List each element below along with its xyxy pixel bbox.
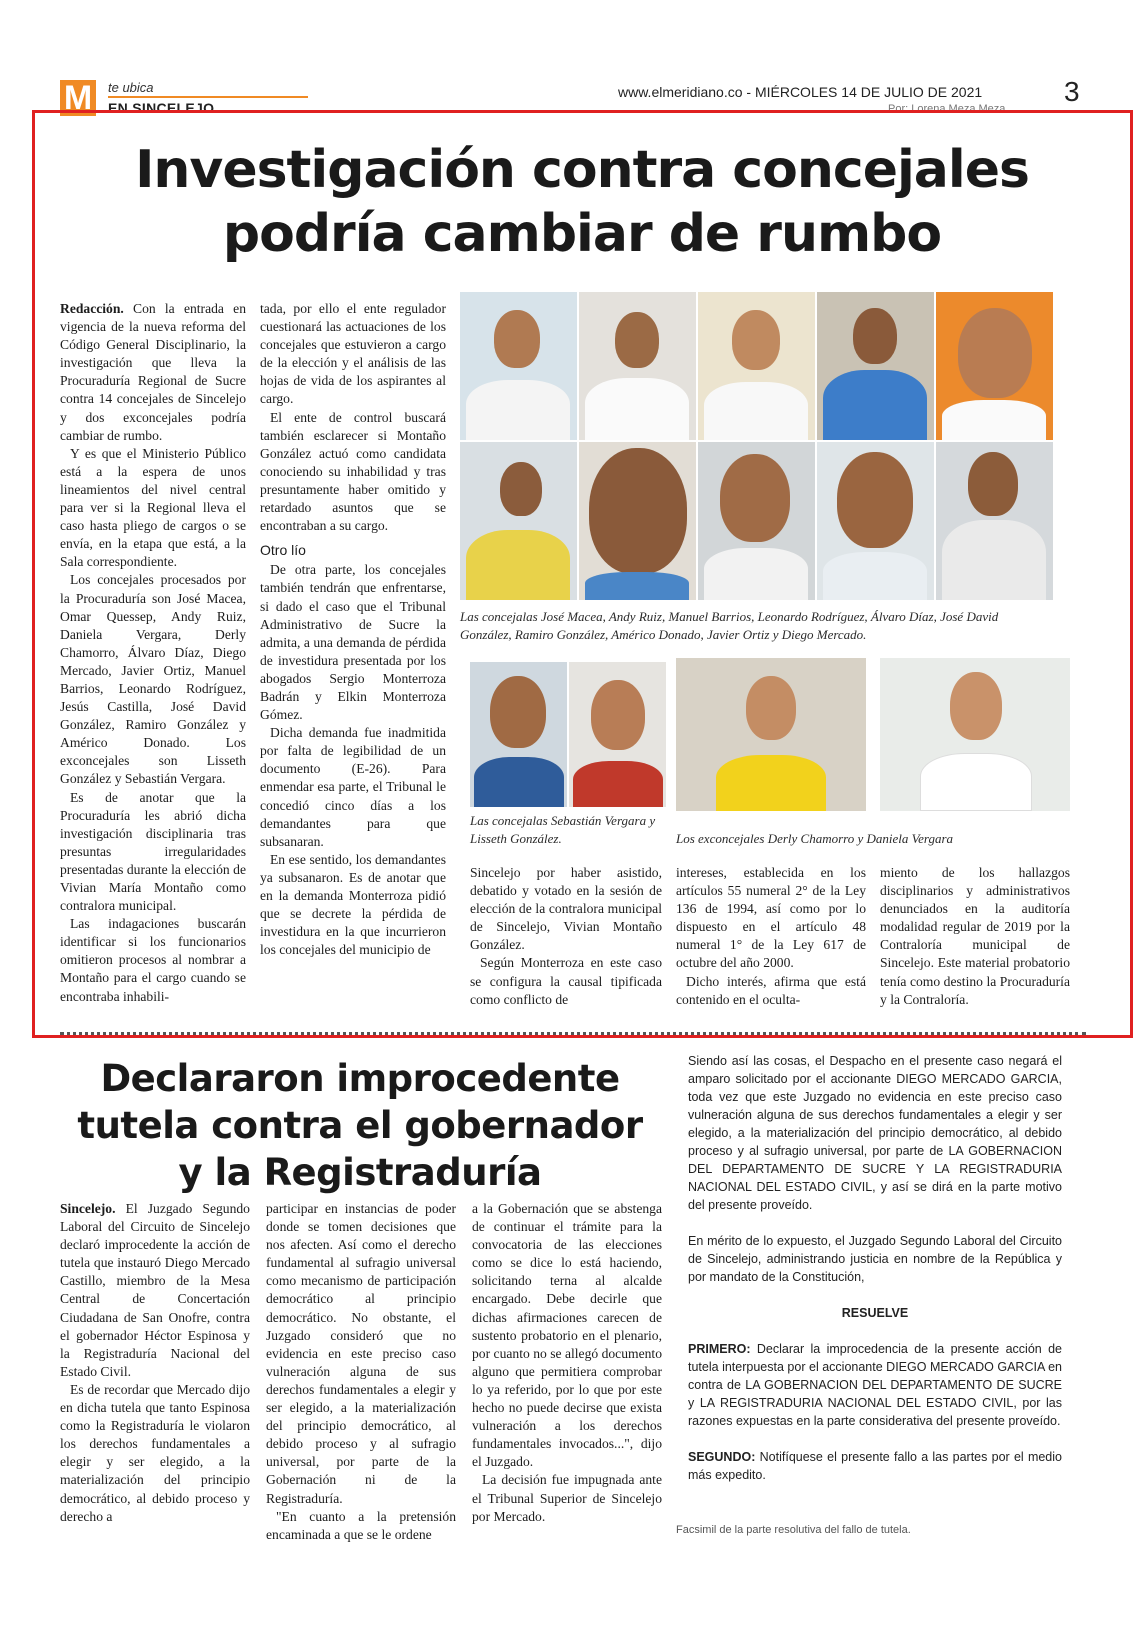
facsimile-label: SEGUNDO:	[688, 1450, 756, 1464]
section-name: EN SINCELEJO	[108, 100, 215, 116]
paragraph: En ese sentido, los demandantes ya subsanaron. Es de anotar que en la demanda Monterroza pidió que se decrete la pérdida de investidura en la que incurrieron los concejales del municipio de	[260, 851, 446, 958]
portrait-photo	[460, 442, 577, 600]
portrait-photo	[817, 442, 934, 600]
article1-column-5	[880, 864, 1070, 1009]
portrait-photo	[676, 658, 866, 811]
subheading: Otro lío	[260, 542, 306, 559]
page-number: 3	[1064, 76, 1080, 107]
photo-caption: Las concejalas Sebastián Vergara y Lisseth González.	[470, 813, 656, 846]
facsimile-label: PRIMERO:	[688, 1342, 751, 1356]
paragraph: Dicha demanda fue inadmitida por falta de legibilidad de un documento (E-26). Para enmendar esa parte, el Tribunal le concedió cinco días a los demandantes para que subsanaran.	[260, 725, 446, 849]
section-kicker: te ubica	[108, 80, 154, 95]
headline-line: podría cambiar de rumbo	[222, 204, 942, 264]
article2-headline	[60, 1055, 660, 1196]
newspaper-logo: M	[60, 80, 96, 116]
facsimile-paragraph: Declarar la improcedencia de la presente acción de tutela interpuesta por el accionante DIEGO MERCADO GARCIA en contra de LA GOBERNACION DEL DEPARTAMENTO DE SUCRE y LA REGISTRADURIA NACIONAL DEL ESTADO CIVIL, por las razones expuestas en la parte considerativa del presente proveído.	[688, 1342, 1062, 1428]
paragraph: Es de recordar que Mercado dijo en dicha tutela que tanto Espinosa como la Registraduría le violaron los derechos fundamentales a elegir y ser elegido, a la materialización del principio democrático, al debido proceso y derecho a	[60, 1381, 250, 1524]
facsimile-paragraph: Notifíquese el presente fallo a las partes por el medio más expedito.	[688, 1450, 1062, 1482]
paragraph: miento de los hallazgos disciplinarios y administrativos denunciados en la auditoría modalidad regular de 2019 por la Contraloría municipal de Sincelejo. Este material probatorio tenía como destino la Procuraduría y la Contraloría.	[880, 865, 1070, 1007]
paragraph: Es de anotar que la Procuraduría les abrió dicha investigación disciplinaria tras presuntas irregularidades presentadas durante la elección de Vivian María Montaño como contralora municipal.	[60, 789, 246, 914]
facsimile-paragraph: En mérito de lo expuesto, el Juzgado Segundo Laboral del Circuito de Sincelejo, administrando justicia en nombre de la República y por mandato de la Constitución,	[688, 1234, 1062, 1284]
article1-column-2	[260, 300, 446, 959]
paragraph: a la Gobernación que se abstenga de continuar el trámite para la convocatoria de las elecciones como se dice lo está haciendo, solicitando terna al alcalde encargado. Debe decirle que dichas afirmaciones carecen de sustento probatorio en el plenario, por cuanto no se allegó documento alguno que permitiera comprobar lo ya referido, por lo que por este hecho no puede decirse que exista vulneración a los derechos fundamentales invocados...", dijo el Juzgado.	[472, 1201, 662, 1470]
portrait-photo	[698, 292, 815, 440]
section-divider	[108, 96, 308, 98]
portrait-photo	[579, 292, 696, 440]
portrait-photo	[880, 658, 1070, 811]
article2-column-3	[472, 1200, 662, 1526]
paragraph: Según Monterroza en este caso se configura la causal tipificada como conflicto de	[470, 955, 662, 1007]
paragraph: participar en instancias de poder donde se tomen decisiones que nos afecten. Así como el derecho fundamental al sufragio universal como mecanismo de participación democrático al principio democrático. No obstante, el Juzgado consideró que no evidencia en este preciso caso vulneración alguna de sus derechos fundamentales a elegir y ser elegido, a la materialización del principio democrático, al debido proceso y al sufragio universal, por parte de la Gobernación ni de la Registraduría.	[266, 1201, 456, 1506]
paragraph: El ente de control buscará también esclarecer si Montaño González actuó como candidata conociendo su inhabilidad y tras presuntamente haber omitido y retardado asuntos que se encontraban a su cargo.	[260, 409, 446, 534]
article2-column-1	[60, 1200, 250, 1526]
paragraph: La decisión fue impugnada ante el Tribunal Superior de Sincelejo por Mercado.	[472, 1472, 662, 1524]
portrait-photo	[569, 662, 666, 807]
portrait-photo	[470, 662, 567, 807]
paragraph: tada, por ello el ente regulador cuestionará las actuaciones de los concejales que estuvieron a cargo de la elección y el análisis de las hojas de vida de los aspirantes al cargo.	[260, 301, 446, 407]
paragraph: Los concejales procesados por la Procuraduría son José Macea, Omar Quessep, Andy Ruiz, Daniela Vergara, Derly Chamorro, Álvaro Díaz, Diego Mercado, Javier Ortiz, Manuel Barrios, Leonardo Rodríguez, Jesús Castilla, José David González, Ramiro González y Américo Donado. Los exconcejales son Lisseth González y Sebastián Vergara.	[60, 572, 246, 787]
paragraph: Dicho interés, afirma que está contenido en el oculta-	[676, 973, 866, 1007]
paragraph: intereses, establecida en los artículos 55 numeral 2° de la Ley 136 de 1994, así como por lo dispuesto en el artículo 48 numeral 1° de la Ley 617 de octubre del año 2000.	[676, 865, 866, 971]
paragraph: "En cuanto a la pretensión encaminada a que se le ordene	[266, 1508, 456, 1542]
facsimile-caption: Facsimil de la parte resolutiva del fallo de tutela.	[676, 1524, 911, 1536]
paragraph: Y es que el Ministerio Público está a la espera de unos lineamientos del nivel central para ver si la Regional lleva el caso hasta pliego de cargos o se envía, en la etapa que está, a la Sala correspondiente.	[60, 445, 246, 570]
portrait-photo	[936, 442, 1053, 600]
paragraph: El Juzgado Segundo Laboral del Circuito de Sincelejo declaró improcedente la acción de tutela que instauró Diego Mercado Castillo, miembro de la Mesa Central de Concertación Ciudadana de San Onofre, contra el gobernador Héctor Espinosa y la Registraduría Nacional del Estado Civil.	[60, 1201, 250, 1379]
portrait-photo	[579, 442, 696, 600]
article2-column-2	[266, 1200, 456, 1544]
article1-column-1	[60, 300, 246, 1006]
byline: Por: Lorena Meza Meza	[888, 103, 1006, 115]
paragraph: Con la entrada en vigencia de la nueva reforma del Código General Disciplinario, la investigación que lleva la Procuraduría Regional de Sucre contra 14 concejales de Sincelejo y dos exconcejales podría cambiar de rumbo.	[60, 301, 246, 443]
facsimile-resuelve: RESUELVE	[841, 1306, 909, 1320]
headline-line: tutela contra el gobernador	[77, 1104, 643, 1147]
headline-line: Declararon improcedente	[100, 1057, 620, 1100]
photo-caption: Los exconcejales Derly Chamorro y Daniela Vergara	[676, 831, 954, 846]
article1-column-3	[470, 864, 662, 1009]
article1-column-4	[676, 864, 866, 1009]
paragraph: Las indagaciones buscarán identificar si los funcionarios omitieron procesos al nombrar a Montaño para el cargo cuando se encontraba inhabili-	[60, 916, 246, 1004]
dateline: www.elmeridiano.co - MIÉRCOLES 14 DE JULIO DE 2021	[618, 84, 983, 100]
headline-line: Investigación contra concejales	[135, 140, 1029, 200]
photo-caption: Las concejalas José Macea, Andy Ruiz, Manuel Barrios, Leonardo Rodríguez, Álvaro Díaz, José David González, Ramiro González, Américo Donado, Javier Ortiz y Diego Mercado.	[460, 609, 999, 642]
facsimile-paragraph: Siendo así las cosas, el Despacho en el presente caso negará el amparo solicitado por el accionante DIEGO MERCADO GARCIA, toda vez que este Juzgado no evidencia en este preciso caso vulneración alguna de sus derechos fundamentales a elegir y ser elegido, a la materialización del principio democrático, al debido proceso y al sufragio universal, por parte de LA GOBERNACION DEL DEPARTAMENTO DE SUCRE Y LA REGISTRADURIA NACIONAL DEL ESTADO CIVIL, y así se dirá en la parte motivo del presente proveído.	[688, 1054, 1062, 1212]
paragraph: Sincelejo por haber asistido, debatido y votado en la sesión de elección de la contralora municipal de Sincelejo, Vivian Montaño González.	[470, 865, 662, 953]
article1-headline	[40, 138, 1124, 266]
paragraph: De otra parte, los concejales también tendrán que enfrentarse, si dado el caso que el Tribunal Administrativo de Sucre la admita, a una demanda de pérdida de investidura presentada por los abogados Sergio Monterroza Badrán y Elkin Monterroza Gómez.	[260, 562, 446, 723]
dateline-lead: Sincelejo.	[60, 1201, 116, 1216]
ruling-facsimile	[688, 1052, 1062, 1502]
portrait-photo	[817, 292, 934, 440]
portrait-photo	[936, 292, 1053, 440]
section-separator	[60, 1032, 1086, 1035]
headline-line: y la Registraduría	[178, 1151, 542, 1194]
portrait-photo	[698, 442, 815, 600]
dateline-lead: Redacción.	[60, 301, 124, 316]
portrait-photo	[460, 292, 577, 440]
